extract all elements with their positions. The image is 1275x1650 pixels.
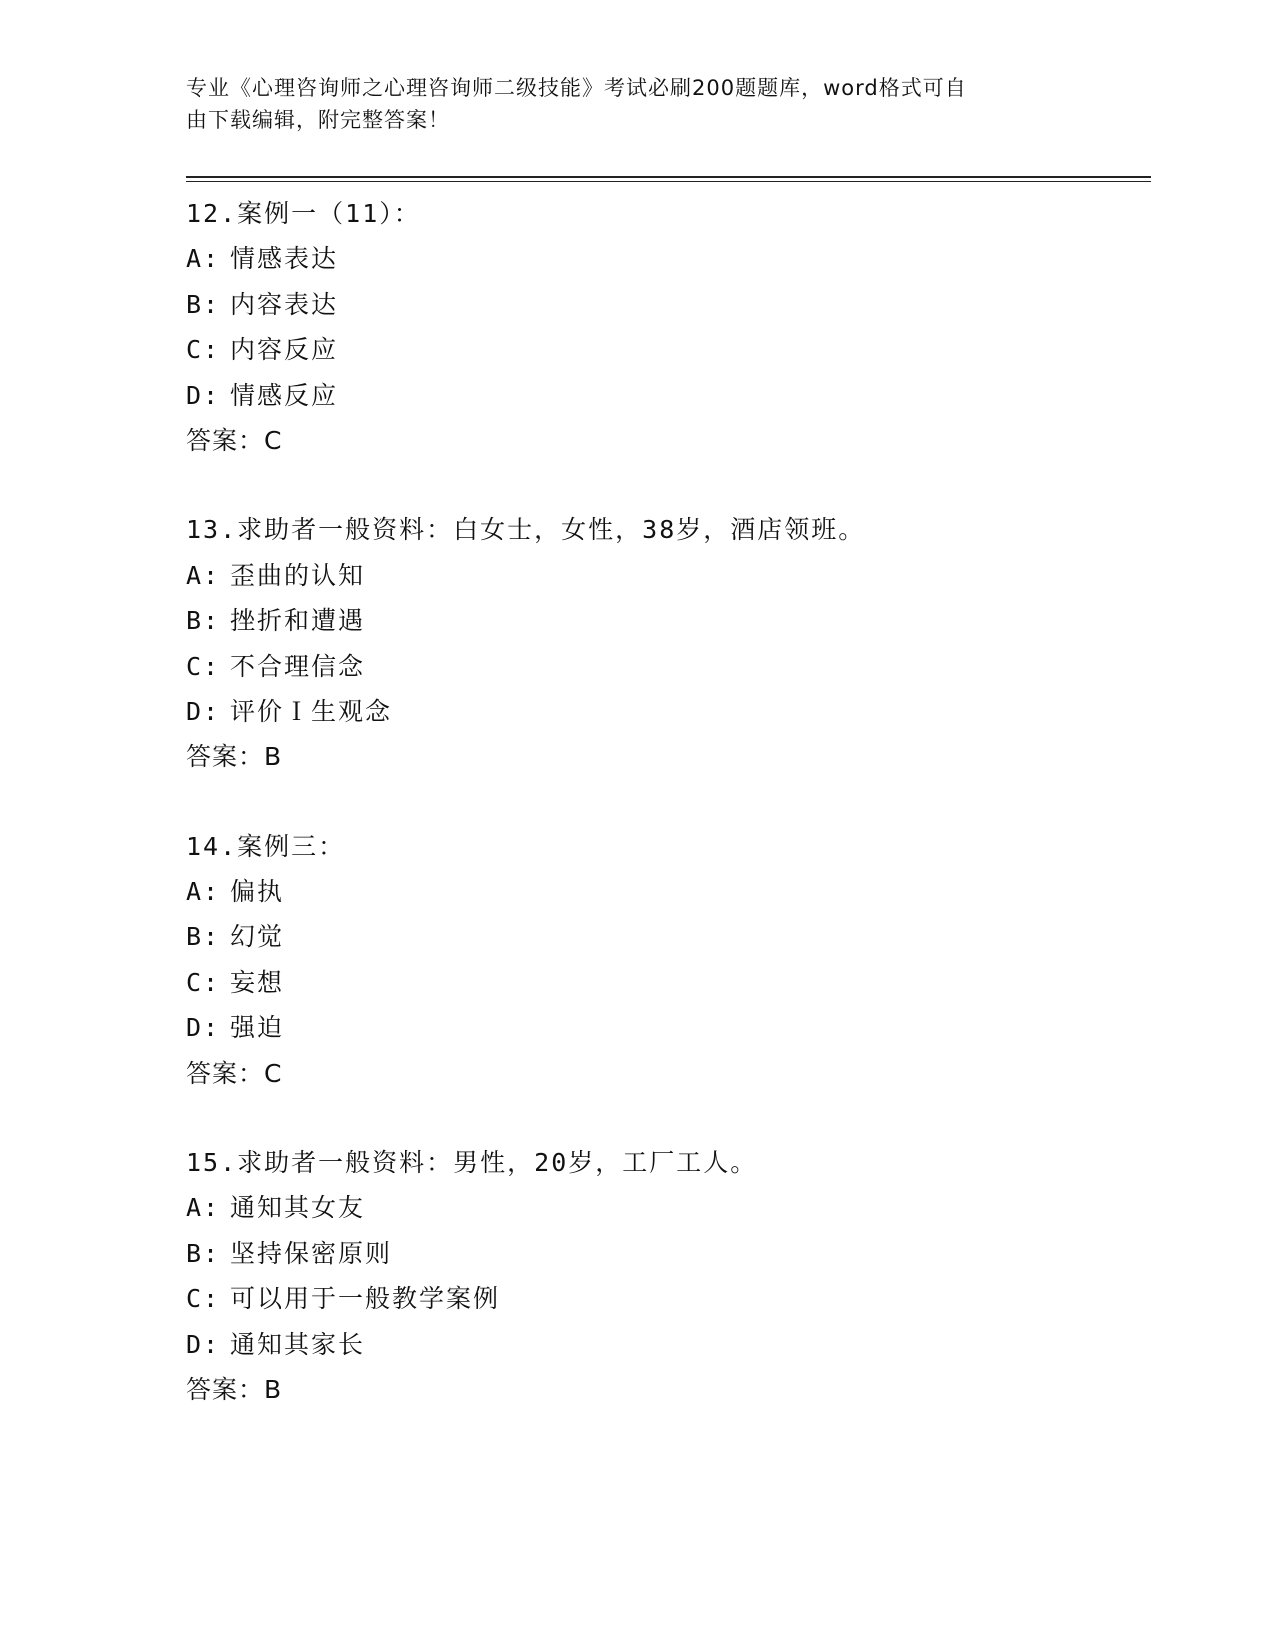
question-12 bbox=[186, 191, 1146, 463]
option-a bbox=[186, 236, 1146, 281]
option-letter: A: bbox=[186, 1193, 221, 1223]
option-letter: B: bbox=[186, 606, 221, 636]
option-c bbox=[186, 644, 1146, 689]
option-text: 评价Ｉ生观念 bbox=[230, 696, 393, 726]
option-text: 通知其家长 bbox=[230, 1329, 366, 1359]
option-text: 可以用于一般教学案例 bbox=[230, 1284, 501, 1314]
option-letter: A: bbox=[186, 244, 221, 274]
option-a bbox=[186, 553, 1146, 598]
question-15 bbox=[186, 1140, 1146, 1412]
option-letter: D: bbox=[186, 1329, 221, 1359]
option-text: 强迫 bbox=[230, 1013, 285, 1043]
option-text: 挫折和遭遇 bbox=[230, 606, 366, 636]
question-stem: 14.案例三： bbox=[186, 831, 346, 861]
option-b bbox=[186, 282, 1146, 327]
option-letter: C: bbox=[186, 1284, 221, 1314]
option-b bbox=[186, 598, 1146, 643]
option-text: 通知其女友 bbox=[230, 1193, 366, 1223]
answer-line: 答案：C bbox=[186, 1058, 283, 1088]
document-header bbox=[186, 72, 1066, 136]
option-b bbox=[186, 1231, 1146, 1276]
option-letter: B: bbox=[186, 1238, 221, 1268]
option-letter: A: bbox=[186, 877, 221, 907]
option-c bbox=[186, 327, 1146, 372]
option-letter: D: bbox=[186, 696, 221, 726]
question-stem: 12.案例一（11）： bbox=[186, 199, 421, 228]
question-14 bbox=[186, 824, 1146, 1096]
option-a bbox=[186, 869, 1146, 914]
question-stem: 15.求助者一般资料：男性，20岁，工厂工人。 bbox=[186, 1148, 758, 1178]
option-text: 情感反应 bbox=[230, 380, 339, 410]
option-letter: C: bbox=[186, 335, 221, 365]
option-letter: D: bbox=[186, 1013, 221, 1043]
option-text: 歪曲的认知 bbox=[230, 560, 366, 590]
option-text: 偏执 bbox=[230, 877, 285, 907]
option-text: 情感表达 bbox=[230, 244, 339, 274]
answer-line: 答案：C bbox=[186, 425, 283, 455]
option-letter: B: bbox=[186, 922, 221, 952]
option-text: 妄想 bbox=[230, 967, 285, 997]
option-text: 幻觉 bbox=[230, 922, 285, 952]
option-d bbox=[186, 689, 1146, 734]
option-d bbox=[186, 1005, 1146, 1050]
answer-line: 答案：B bbox=[186, 1374, 283, 1404]
option-c bbox=[186, 1276, 1146, 1321]
question-13 bbox=[186, 507, 1146, 779]
header-divider-thin bbox=[186, 181, 1151, 182]
answer-line: 答案：B bbox=[186, 742, 283, 772]
option-a bbox=[186, 1185, 1146, 1230]
option-letter: C: bbox=[186, 967, 221, 997]
option-letter: C: bbox=[186, 651, 221, 681]
option-letter: A: bbox=[186, 560, 221, 590]
header-divider-thick bbox=[186, 176, 1151, 178]
option-text: 坚持保密原则 bbox=[230, 1238, 393, 1268]
option-letter: D: bbox=[186, 380, 221, 410]
option-letter: B: bbox=[186, 289, 221, 319]
option-d bbox=[186, 1322, 1146, 1367]
header-line-2: 由下载编辑，附完整答案！ bbox=[186, 108, 450, 132]
option-text: 内容表达 bbox=[230, 289, 339, 319]
question-stem: 13.求助者一般资料：白女士，女性，38岁，酒店领班。 bbox=[186, 515, 866, 545]
option-d bbox=[186, 373, 1146, 418]
option-text: 不合理信念 bbox=[230, 651, 366, 681]
question-list bbox=[186, 191, 1146, 1412]
option-text: 内容反应 bbox=[230, 335, 339, 365]
header-line-1: 专业《心理咨询师之心理咨询师二级技能》考试必刷200题题库，word格式可自 bbox=[186, 76, 967, 100]
option-c bbox=[186, 960, 1146, 1005]
option-b bbox=[186, 914, 1146, 959]
